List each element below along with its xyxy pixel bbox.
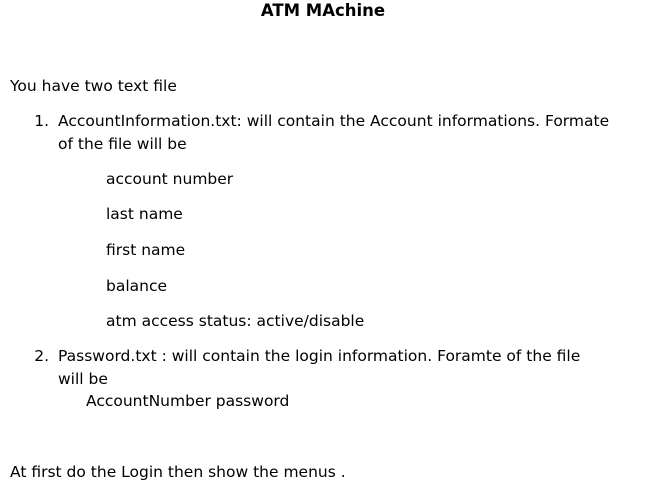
- field-first-name: first name: [106, 241, 186, 259]
- field-atm-access-status: atm access status: active/disable: [106, 312, 365, 330]
- list-item-1-line-2: of the file will be: [58, 135, 187, 153]
- list-item-number-2: 2.: [34, 347, 49, 365]
- list-item-2-line-2: will be: [58, 370, 108, 388]
- intro-text: You have two text file: [10, 77, 177, 95]
- document-title: ATM MAchine: [260, 1, 386, 20]
- field-account-number: account number: [106, 170, 234, 188]
- list-item-1-line-1: AccountInformation.txt: will contain the Account informations. Formate: [58, 112, 610, 130]
- field-last-name: last name: [106, 205, 183, 223]
- list-item-number-1: 1.: [34, 112, 49, 130]
- list-item-2-line-1: Password.txt : will contain the login information. Foramte of the file: [58, 347, 581, 365]
- password-file-format: AccountNumber password: [86, 392, 290, 410]
- field-balance: balance: [106, 277, 168, 295]
- closing-text: At first do the Login then show the menus .: [10, 463, 346, 481]
